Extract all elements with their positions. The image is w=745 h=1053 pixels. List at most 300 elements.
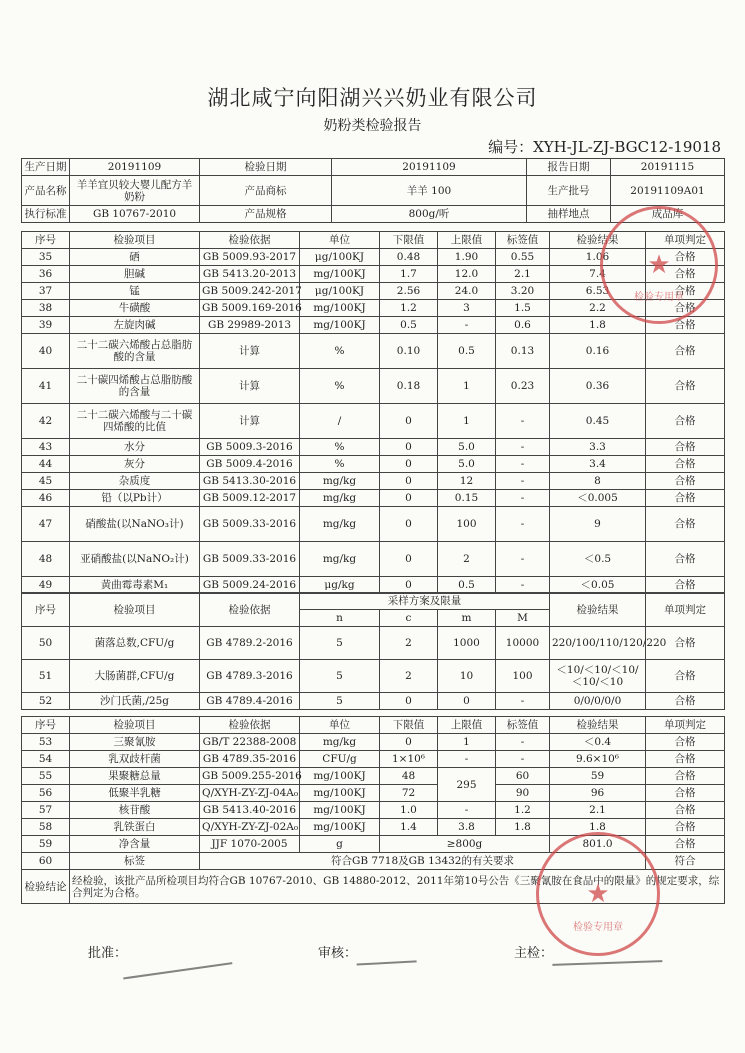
cell-label-value: 0.23 xyxy=(496,369,550,404)
cell-upper: 1 xyxy=(438,369,496,404)
cell-label-value: - xyxy=(496,490,550,507)
cell-label-value: - xyxy=(496,542,550,577)
header-basis: 检验依据 xyxy=(200,593,300,627)
cell-label-value: - xyxy=(496,404,550,439)
cell-basis: Q/XYH-ZY-ZJ-04A₀ xyxy=(200,785,300,802)
cell-lower: 1.7 xyxy=(380,266,438,283)
cell-judgement: 合格 xyxy=(646,300,725,317)
spec-label: 产品规格 xyxy=(200,206,332,223)
cell-upper: 0.5 xyxy=(438,334,496,369)
cell-result: 9 xyxy=(550,507,646,542)
info-table xyxy=(21,158,725,223)
table-row xyxy=(22,456,725,473)
table-row xyxy=(22,627,725,660)
cell-lower: 0 xyxy=(380,507,438,542)
cell-result: 0/0/0/0/0 xyxy=(550,693,646,710)
cell-basis: GB 4789.4-2016 xyxy=(200,693,300,710)
cell-lower: 1×10⁶ xyxy=(380,751,438,768)
cell-judgement: 合格 xyxy=(646,283,725,300)
header-m: m xyxy=(438,610,496,627)
cell-item: 二十二碳六烯酸占总脂肪酸的含量 xyxy=(70,334,200,369)
cell-basis: JJF 1070-2005 xyxy=(200,836,300,853)
site-label: 抽样地点 xyxy=(527,206,611,223)
inspector-signature xyxy=(552,938,663,966)
cell-item: 二十二碳六烯酸与二十碳四烯酸的比值 xyxy=(70,404,200,439)
cell-m: 1000 xyxy=(438,627,496,660)
cell-seq: 49 xyxy=(22,577,70,594)
cell-label-value: - xyxy=(496,456,550,473)
cell-seq: 59 xyxy=(22,836,70,853)
cell-result: 220/100/110/120/220 xyxy=(550,627,646,660)
cell-unit: mg/kg xyxy=(300,473,380,490)
cell-upper: 5.0 xyxy=(438,456,496,473)
cell-label-value: - xyxy=(496,751,550,768)
cell-seq: 53 xyxy=(22,734,70,751)
prod-date: 20191109 xyxy=(70,159,200,176)
cell-basis: GB 5009.33-2016 xyxy=(200,542,300,577)
cell-unit: mg/kg xyxy=(300,490,380,507)
cell-item: 亚硝酸盐(以NaNO₂计) xyxy=(70,542,200,577)
cell-lower: 0 xyxy=(380,439,438,456)
cell-seq: 39 xyxy=(22,317,70,334)
cell-basis: 计算 xyxy=(200,369,300,404)
cell-M: 10000 xyxy=(496,627,550,660)
cell-upper: 1 xyxy=(438,734,496,751)
cell-result: 1.06 xyxy=(550,249,646,266)
report-title: 奶粉类检验报告 xyxy=(323,118,422,134)
cell-item: 胆碱 xyxy=(70,266,200,283)
header-result: 检验结果 xyxy=(550,232,646,249)
header-item: 检验项目 xyxy=(70,232,200,249)
cell-judgement: 合格 xyxy=(646,693,725,710)
reviewer-label: 审核： xyxy=(318,946,358,961)
table-row xyxy=(22,542,725,577)
header-label-value: 标签值 xyxy=(496,717,550,734)
cell-judgement: 合格 xyxy=(646,734,725,751)
cell-basis: GB 4789.3-2016 xyxy=(200,660,300,693)
cell-lower: 1.4 xyxy=(380,819,438,836)
header-basis: 检验依据 xyxy=(200,232,300,249)
cell-judgement: 合格 xyxy=(646,836,725,853)
cell-result: 6.53 xyxy=(550,283,646,300)
cell-label-value: 90 xyxy=(496,785,550,802)
cell-unit: mg/kg xyxy=(300,734,380,751)
cell-seq: 44 xyxy=(22,456,70,473)
test-table-micro xyxy=(21,592,725,710)
cell-seq: 43 xyxy=(22,439,70,456)
cell-n: 5 xyxy=(300,627,380,660)
header-seq: 序号 xyxy=(22,232,70,249)
cell-basis: GB 5009.255-2016 xyxy=(200,768,300,785)
table-row xyxy=(22,577,725,594)
cell-m: 0 xyxy=(438,693,496,710)
cell-basis: GB 29989-2013 xyxy=(200,317,300,334)
cell-unit: % xyxy=(300,369,380,404)
cell-item: 标签 xyxy=(70,853,200,870)
cell-basis: Q/XYH-ZY-ZJ-02A₀ xyxy=(200,819,300,836)
spec: 800g/听 xyxy=(332,206,527,223)
product-name-label: 产品名称 xyxy=(22,176,70,206)
cell-unit: mg/100KJ xyxy=(300,785,380,802)
cell-judgement: 合格 xyxy=(646,404,725,439)
cell-unit: mg/100KJ xyxy=(300,317,380,334)
cell-result: 59 xyxy=(550,768,646,785)
cell-label-value: - xyxy=(496,507,550,542)
header-judgement: 单项判定 xyxy=(646,717,725,734)
cell-basis: GB 5009.33-2016 xyxy=(200,507,300,542)
cell-item: 果聚糖总量 xyxy=(70,768,200,785)
cell-seq: 57 xyxy=(22,802,70,819)
cell-seq: 48 xyxy=(22,542,70,577)
cell-upper: 0.15 xyxy=(438,490,496,507)
cell-M: - xyxy=(496,693,550,710)
cell-seq: 54 xyxy=(22,751,70,768)
cell-basis: GB 5413.40-2016 xyxy=(200,802,300,819)
header-upper: 上限值 xyxy=(438,232,496,249)
cell-judgement: 符合 xyxy=(646,853,725,870)
cell-judgement: 合格 xyxy=(646,490,725,507)
header-label-value: 标签值 xyxy=(496,232,550,249)
cell-judgement: 合格 xyxy=(646,785,725,802)
standard: GB 10767-2010 xyxy=(70,206,200,223)
cell-lower: 0 xyxy=(380,490,438,507)
cell-unit: mg/100KJ xyxy=(300,768,380,785)
cell-seq: 36 xyxy=(22,266,70,283)
prod-date-label: 生产日期 xyxy=(22,159,70,176)
batch: 20191109A01 xyxy=(611,176,725,206)
cell-unit: μg/kg xyxy=(300,577,380,594)
cell-lower: 0 xyxy=(380,734,438,751)
cell-judgement: 合格 xyxy=(646,768,725,785)
cell-unit: mg/100KJ xyxy=(300,300,380,317)
cell-result: 7.4 xyxy=(550,266,646,283)
batch-label: 生产批号 xyxy=(527,176,611,206)
table-row xyxy=(22,317,725,334)
table-row xyxy=(22,473,725,490)
inspector-label: 主检： xyxy=(514,946,554,961)
cell-lower: 0.18 xyxy=(380,369,438,404)
cell-seq: 35 xyxy=(22,249,70,266)
cell-unit: % xyxy=(300,439,380,456)
test-date: 20191109 xyxy=(332,159,527,176)
company-name: 湖北咸宁向阳湖兴兴奶业有限公司 xyxy=(207,86,538,110)
cell-result: ＜10/＜10/＜10/＜10/＜10 xyxy=(550,660,646,693)
cell-label-value: - xyxy=(496,439,550,456)
cell-judgement: 合格 xyxy=(646,751,725,768)
cell-seq: 51 xyxy=(22,660,70,693)
cell-item: 灰分 xyxy=(70,456,200,473)
cell-seq: 55 xyxy=(22,768,70,785)
cell-item: 硝酸盐(以NaNO₃计) xyxy=(70,507,200,542)
cell-label-value: - xyxy=(496,473,550,490)
cell-seq: 52 xyxy=(22,693,70,710)
cell-upper: 0.5 xyxy=(438,577,496,594)
standard-label: 执行标准 xyxy=(22,206,70,223)
cell-basis: GB 5413.20-2013 xyxy=(200,266,300,283)
cell-lower: 0.10 xyxy=(380,334,438,369)
cell-upper: 12 xyxy=(438,473,496,490)
table-row xyxy=(22,785,725,802)
cell-item: 大肠菌群,CFU/g xyxy=(70,660,200,693)
header-item: 检验项目 xyxy=(70,717,200,734)
inspection-seal-top: ★ 检验专用章 xyxy=(600,206,718,324)
header-judgement: 单项判定 xyxy=(646,593,725,627)
header-upper: 上限值 xyxy=(438,717,496,734)
cell-basis: 计算 xyxy=(200,404,300,439)
cell-label-value: 1.2 xyxy=(496,802,550,819)
cell-basis: GB 5009.242-2017 xyxy=(200,283,300,300)
cell-lower: 0.48 xyxy=(380,249,438,266)
cell-result: ＜0.005 xyxy=(550,490,646,507)
table-row xyxy=(22,507,725,542)
cell-judgement: 合格 xyxy=(646,334,725,369)
cell-lower: 72 xyxy=(380,785,438,802)
cell-label-value: 3.20 xyxy=(496,283,550,300)
cell-seq: 45 xyxy=(22,473,70,490)
table-row xyxy=(22,369,725,404)
cell-label-value: 60 xyxy=(496,768,550,785)
cell-upper: 5.0 xyxy=(438,439,496,456)
inspection-seal-bottom: ★ 检验专用章 xyxy=(536,832,660,956)
table-row xyxy=(22,734,725,751)
cell-m: 10 xyxy=(438,660,496,693)
table-row xyxy=(22,660,725,693)
cell-lower: 0 xyxy=(380,577,438,594)
brand-label: 产品商标 xyxy=(200,176,332,206)
cell-item: 铅（以Pb计） xyxy=(70,490,200,507)
header-judgement: 单项判定 xyxy=(646,232,725,249)
cell-item: 沙门氏菌,/25g xyxy=(70,693,200,710)
cell-unit: % xyxy=(300,334,380,369)
table-row xyxy=(22,404,725,439)
header-lower: 下限值 xyxy=(380,717,438,734)
cell-judgement: 合格 xyxy=(646,507,725,542)
cell-item: 锰 xyxy=(70,283,200,300)
header-seq: 序号 xyxy=(22,717,70,734)
cell-result: 3.3 xyxy=(550,439,646,456)
cell-result: ＜0.5 xyxy=(550,542,646,577)
cell-judgement: 合格 xyxy=(646,439,725,456)
cell-item: 低聚半乳糖 xyxy=(70,785,200,802)
header-seq: 序号 xyxy=(22,593,70,627)
cell-lower: 0 xyxy=(380,456,438,473)
cell-basis: GB 5009.12-2017 xyxy=(200,490,300,507)
cell-basis: 计算 xyxy=(200,334,300,369)
cell-unit: mg/100KJ xyxy=(300,266,380,283)
test-date-label: 检验日期 xyxy=(200,159,332,176)
cell-seq: 60 xyxy=(22,853,70,870)
cell-basis: GB 5009.4-2016 xyxy=(200,456,300,473)
cell-result: 1.8 xyxy=(550,819,646,836)
cell-lower: 1.2 xyxy=(380,300,438,317)
cell-seq: 58 xyxy=(22,819,70,836)
cell-judgement: 合格 xyxy=(646,542,725,577)
cell-item: 净含量 xyxy=(70,836,200,853)
cell-item: 乳铁蛋白 xyxy=(70,819,200,836)
cell-c: 2 xyxy=(380,627,438,660)
cell-result: 3.4 xyxy=(550,456,646,473)
cell-basis: GB 5009.24-2016 xyxy=(200,577,300,594)
cell-judgement: 合格 xyxy=(646,473,725,490)
cell-seq: 42 xyxy=(22,404,70,439)
cell-label-value: 0.6 xyxy=(496,317,550,334)
cell-item: 三聚氰胺 xyxy=(70,734,200,751)
cell-unit: μg/100KJ xyxy=(300,249,380,266)
cell-requirement: 符合GB 7718及GB 13432的有关要求 xyxy=(200,853,646,870)
report-date: 20191115 xyxy=(611,159,725,176)
cell-item: 硒 xyxy=(70,249,200,266)
cell-lower: 2.56 xyxy=(380,283,438,300)
cell-result: ＜0.4 xyxy=(550,734,646,751)
table-row xyxy=(22,490,725,507)
cell-result: 1.8 xyxy=(550,317,646,334)
cell-upper: 2 xyxy=(438,542,496,577)
cell-basis: GB 5009.3-2016 xyxy=(200,439,300,456)
cell-item: 菌落总数,CFU/g xyxy=(70,627,200,660)
cell-result: 0.45 xyxy=(550,404,646,439)
cell-label-value: 0.13 xyxy=(496,334,550,369)
cell-item: 黄曲霉毒素M₁ xyxy=(70,577,200,594)
cell-lower: 0 xyxy=(380,542,438,577)
cell-judgement: 合格 xyxy=(646,317,725,334)
header-lower: 下限值 xyxy=(380,232,438,249)
table-row xyxy=(22,802,725,819)
header-n: n xyxy=(300,610,380,627)
cell-basis: GB 5009.93-2017 xyxy=(200,249,300,266)
cell-basis: GB 5413.30-2016 xyxy=(200,473,300,490)
header-result: 检验结果 xyxy=(550,593,646,627)
header-basis: 检验依据 xyxy=(200,717,300,734)
cell-lower: 0 xyxy=(380,404,438,439)
cell-c: 0 xyxy=(380,693,438,710)
cell-lower: 48 xyxy=(380,768,438,785)
table-row xyxy=(22,693,725,710)
cell-label-value: 1.8 xyxy=(496,819,550,836)
header-result: 检验结果 xyxy=(550,717,646,734)
document-number: 编号：XYH-JL-ZJ-BGC12-19018 xyxy=(488,138,721,156)
reviewer-signature xyxy=(355,936,416,965)
cell-upper: 12.0 xyxy=(438,266,496,283)
cell-upper: - xyxy=(438,802,496,819)
cell-judgement: 合格 xyxy=(646,660,725,693)
cell-unit: μg/100KJ xyxy=(300,283,380,300)
conclusion-label: 检验结论 xyxy=(22,870,70,904)
cell-upper: - xyxy=(438,751,496,768)
conclusion-text: 经检验，该批产品所检项目均符合GB 10767-2010、GB 14880-2012、2011年第10号公告《三聚氰胺在食品中的限量》的规定要求，综合判定为合格。 xyxy=(70,870,725,904)
cell-item: 二十碳四烯酸占总脂肪酸的含量 xyxy=(70,369,200,404)
cell-upper: 295 xyxy=(438,768,496,802)
cell-judgement: 合格 xyxy=(646,369,725,404)
table-row xyxy=(22,751,725,768)
cell-judgement: 合格 xyxy=(646,577,725,594)
cell-seq: 56 xyxy=(22,785,70,802)
report-date-label: 报告日期 xyxy=(527,159,611,176)
cell-upper: 24.0 xyxy=(438,283,496,300)
site: 成品库 xyxy=(611,206,725,223)
cell-judgement: 合格 xyxy=(646,819,725,836)
header-M: M xyxy=(496,610,550,627)
cell-label-value: 1.5 xyxy=(496,300,550,317)
cell-item: 水分 xyxy=(70,439,200,456)
cell-unit: mg/100KJ xyxy=(300,802,380,819)
cell-n: 5 xyxy=(300,693,380,710)
cell-result: 0.36 xyxy=(550,369,646,404)
cell-item: 牛磺酸 xyxy=(70,300,200,317)
cell-judgement: 合格 xyxy=(646,249,725,266)
cell-seq: 40 xyxy=(22,334,70,369)
cell-result: 2.2 xyxy=(550,300,646,317)
cell-basis: GB 4789.35-2016 xyxy=(200,751,300,768)
cell-upper: 1 xyxy=(438,404,496,439)
cell-seq: 37 xyxy=(22,283,70,300)
cell-result: 8 xyxy=(550,473,646,490)
cell-item: 杂质度 xyxy=(70,473,200,490)
cell-n: 5 xyxy=(300,660,380,693)
approver-label: 批准： xyxy=(88,946,128,961)
cell-c: 2 xyxy=(380,660,438,693)
cell-result: 801.0 xyxy=(550,836,646,853)
cell-seq: 38 xyxy=(22,300,70,317)
cell-basis: GB 5009.169-2016 xyxy=(200,300,300,317)
cell-result: ＜0.05 xyxy=(550,577,646,594)
cell-result: 0.16 xyxy=(550,334,646,369)
cell-upper: 1.90 xyxy=(438,249,496,266)
header-unit: 单位 xyxy=(300,717,380,734)
cell-unit: / xyxy=(300,404,380,439)
cell-unit: mg/100KJ xyxy=(300,819,380,836)
cell-judgement: 合格 xyxy=(646,802,725,819)
header-sampling-plan: 采样方案及限量 xyxy=(300,593,550,610)
cell-label-value: - xyxy=(496,577,550,594)
header-c: c xyxy=(380,610,438,627)
cell-unit: mg/kg xyxy=(300,507,380,542)
cell-unit: % xyxy=(300,456,380,473)
header-item: 检验项目 xyxy=(70,593,200,627)
cell-unit: CFU/g xyxy=(300,751,380,768)
cell-lower: 1.0 xyxy=(380,802,438,819)
cell-result: 9.6×10⁶ xyxy=(550,751,646,768)
cell-item: 核苷酸 xyxy=(70,802,200,819)
cell-item: 乳双歧杆菌 xyxy=(70,751,200,768)
cell-label-value: 2.1 xyxy=(496,266,550,283)
cell-seq: 41 xyxy=(22,369,70,404)
header-unit: 单位 xyxy=(300,232,380,249)
cell-judgement: 合格 xyxy=(646,266,725,283)
approver-signature xyxy=(118,923,233,980)
cell-basis: GB 4789.2-2016 xyxy=(200,627,300,660)
cell-limit: ≥800g xyxy=(380,836,550,853)
cell-result: 96 xyxy=(550,785,646,802)
cell-seq: 47 xyxy=(22,507,70,542)
cell-judgement: 合格 xyxy=(646,627,725,660)
cell-upper: 100 xyxy=(438,507,496,542)
cell-judgement: 合格 xyxy=(646,456,725,473)
cell-seq: 50 xyxy=(22,627,70,660)
cell-label-value: 0.55 xyxy=(496,249,550,266)
cell-upper: 3 xyxy=(438,300,496,317)
table-row xyxy=(22,819,725,836)
cell-basis: GB/T 22388-2008 xyxy=(200,734,300,751)
cell-unit: g xyxy=(300,836,380,853)
cell-unit: mg/kg xyxy=(300,542,380,577)
product-name: 羊羊宜贝较大婴儿配方羊奶粉 xyxy=(70,176,200,206)
cell-seq: 46 xyxy=(22,490,70,507)
brand: 羊羊 100 xyxy=(332,176,527,206)
cell-lower: 0 xyxy=(380,473,438,490)
cell-lower: 0.5 xyxy=(380,317,438,334)
table-row xyxy=(22,439,725,456)
cell-upper: - xyxy=(438,317,496,334)
